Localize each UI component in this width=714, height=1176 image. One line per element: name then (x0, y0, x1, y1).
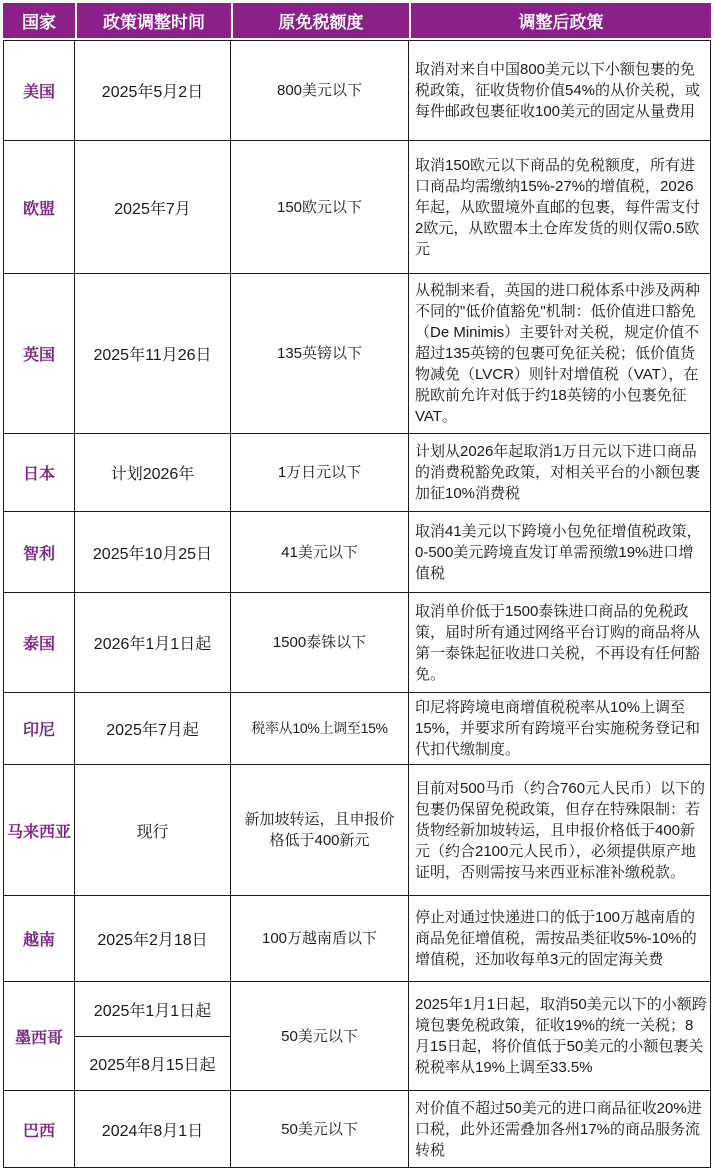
policy-cell: 取消150欧元以下商品的免税额度，所有进口商品均需缴纳15%-27%的增值税，2026年起，从欧盟境外直邮的包裹，每件需支付2欧元，从欧盟本土仓库发货的则仅需0.5欧元 (409, 141, 711, 274)
country-cell: 智利 (3, 512, 75, 593)
time-cell-2: 2025年8月15日起 (75, 1037, 231, 1091)
table-row-vietnam (3, 896, 711, 982)
time-cell: 2026年1月1日起 (75, 593, 231, 693)
quota-cell: 税率从10%上调至15% (231, 693, 409, 765)
header-country: 国家 (3, 3, 75, 40)
time-cell: 现行 (75, 765, 231, 896)
table-row-mexico (3, 982, 711, 1037)
time-cell: 2025年2月18日 (75, 896, 231, 982)
policy-cell: 取消单价低于1500泰铢进口商品的免税政策，届时所有通过网络平台订购的商品将从第一泰铢起征收进口关税，不再设有任何豁免。 (409, 593, 711, 693)
time-cell: 计划2026年 (75, 434, 231, 512)
policy-cell: 取消41美元以下跨境小包免征增值税政策，0-500美元跨境直发订单需预缴19%进口增值税 (409, 512, 711, 593)
table-row-malaysia (3, 765, 711, 896)
time-cell: 2025年5月2日 (75, 40, 231, 141)
policy-cell: 取消对来自中国800美元以下小额包裹的免税政策，征收货物价值54%的从价关税，或每件邮政包裹征收100美元的固定从量费用 (409, 40, 711, 141)
quota-cell: 1500泰铢以下 (231, 593, 409, 693)
table-row-eu (3, 141, 711, 274)
quota-cell: 100万越南盾以下 (231, 896, 409, 982)
policy-cell: 从税制来看，英国的进口税体系中涉及两种不同的"低价值豁免"机制：低价值进口豁免（De Minimis）主要针对关税，规定价值不超过135英镑的包裹可免征关税；低价值货物减免（LVCR）则针对增值税（VAT），在脱欧前允许对低于约18英镑的小包裹免征VAT。 (409, 274, 711, 434)
tariff-policy-table (3, 3, 711, 1168)
quota-cell: 135英镑以下 (231, 274, 409, 434)
header-row (3, 3, 711, 40)
country-cell: 巴西 (3, 1091, 75, 1168)
policy-cell: 目前对500马币（约合760元人民币）以下的包裹仍保留免税政策，但存在特殊限制：若货物经新加坡转运，且申报价格低于400新元（约合2100元人民币），必须提供原产地证明，否则需按马来西亚标准补缴税款。 (409, 765, 711, 896)
country-cell: 欧盟 (3, 141, 75, 274)
country-cell: 墨西哥 (3, 982, 75, 1091)
table-row-brazil (3, 1091, 711, 1168)
quota-cell: 150欧元以下 (231, 141, 409, 274)
country-cell: 印尼 (3, 693, 75, 765)
policy-cell: 对价值不超过50美元的进口商品征收20%进口税，此外还需叠加各州17%的商品服务流转税 (409, 1091, 711, 1168)
table-row-indonesia (3, 693, 711, 765)
country-cell: 英国 (3, 274, 75, 434)
country-cell: 马来西亚 (3, 765, 75, 896)
country-cell: 越南 (3, 896, 75, 982)
table-row-us (3, 40, 711, 141)
quota-cell: 50美元以下 (231, 982, 409, 1091)
table-row-japan (3, 434, 711, 512)
country-cell: 美国 (3, 40, 75, 141)
policy-cell: 印尼将跨境电商增值税税率从10%上调至15%，并要求所有跨境平台实施税务登记和代扣代缴制度。 (409, 693, 711, 765)
quota-cell: 50美元以下 (231, 1091, 409, 1168)
header-time: 政策调整时间 (75, 3, 231, 40)
table-row-chile (3, 512, 711, 593)
country-cell: 日本 (3, 434, 75, 512)
time-cell: 2024年8月1日 (75, 1091, 231, 1168)
time-cell: 2025年7月起 (75, 693, 231, 765)
time-cell: 2025年10月25日 (75, 512, 231, 593)
header-policy: 调整后政策 (409, 3, 711, 40)
policy-cell: 停止对通过快递进口的低于100万越南盾的商品免征增值税，需按品类征收5%-10%的增值税，还加收每单3元的固定海关费 (409, 896, 711, 982)
time-cell: 2025年1月1日起 (75, 982, 231, 1037)
quota-cell: 1万日元以下 (231, 434, 409, 512)
quota-cell: 800美元以下 (231, 40, 409, 141)
table-row-thailand (3, 593, 711, 693)
quota-cell: 新加坡转运，且申报价格低于400新元 (231, 765, 409, 896)
time-cell: 2025年11月26日 (75, 274, 231, 434)
policy-cell: 2025年1月1日起，取消50美元以下的小额跨境包裹免税政策，征收19%的统一关税；8月15日起，将价值低于50美元的小额包裹关税税率从19%上调至33.5% (409, 982, 711, 1091)
table-row-uk (3, 274, 711, 434)
policy-cell: 计划从2026年起取消1万日元以下进口商品的消费税豁免政策，对相关平台的小额包裹加征10%消费税 (409, 434, 711, 512)
country-cell: 泰国 (3, 593, 75, 693)
header-quota: 原免税额度 (231, 3, 409, 40)
time-cell: 2025年7月 (75, 141, 231, 274)
quota-cell: 41美元以下 (231, 512, 409, 593)
